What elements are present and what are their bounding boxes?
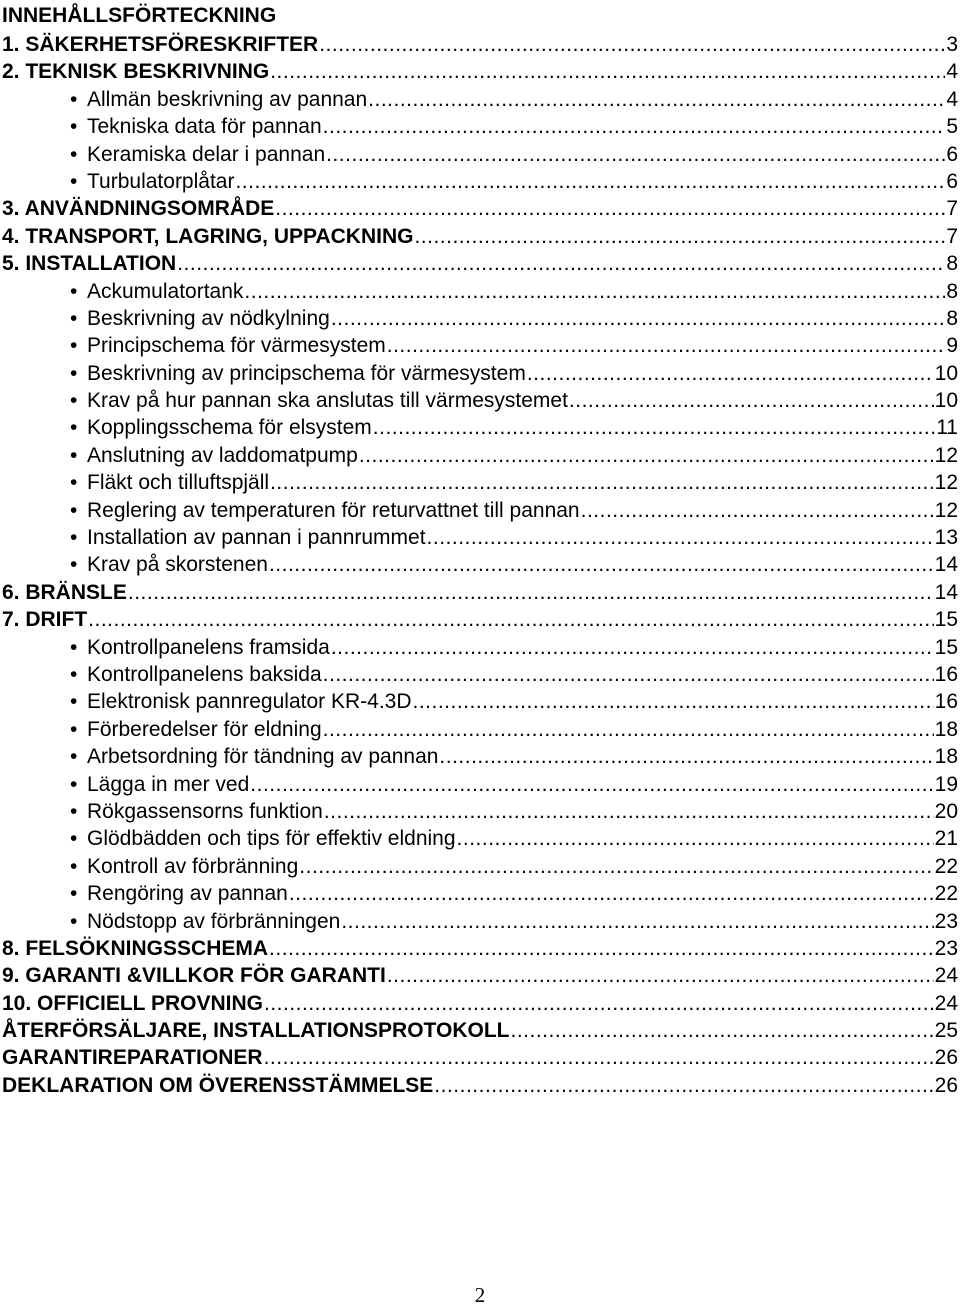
toc-page-ref: 18 — [934, 745, 958, 769]
toc-subsection-entry[interactable] — [0, 743, 958, 770]
toc-page-ref: 18 — [934, 717, 958, 741]
toc-page-ref: 6 — [946, 169, 958, 193]
toc-dot-leader — [387, 332, 946, 359]
toc-dot-leader — [331, 634, 934, 661]
toc-subsection-entry[interactable] — [0, 551, 958, 578]
toc-page-ref: 19 — [934, 772, 958, 796]
toc-entry-label: • Kontrollpanelens baksida — [87, 661, 322, 688]
toc-dot-leader — [177, 250, 945, 277]
toc-page-ref: 10 — [934, 361, 958, 385]
toc-subsection-entry[interactable] — [0, 634, 958, 661]
toc-page-ref: 25 — [934, 1019, 958, 1043]
toc-page-ref: 15 — [934, 608, 958, 632]
toc-dot-leader — [269, 935, 934, 962]
toc-page-ref: 22 — [934, 854, 958, 878]
toc-page-ref: 26 — [934, 1046, 958, 1070]
toc-entry-label: • Kontrollpanelens framsida — [87, 634, 330, 661]
toc-subsection-entry[interactable] — [0, 524, 958, 551]
toc-dot-leader — [269, 551, 934, 578]
toc-page-ref: 15 — [934, 635, 958, 659]
toc-entry-label: 10. OFFICIELL PROVNING — [2, 991, 263, 1015]
toc-page-ref: 8 — [946, 306, 958, 330]
toc-dot-leader — [414, 223, 945, 250]
toc-section-entry[interactable] — [0, 250, 958, 277]
toc-dot-leader — [275, 195, 945, 222]
toc-page-ref: 20 — [934, 799, 958, 823]
toc-subsection-entry[interactable] — [0, 853, 958, 880]
toc-page-ref: 21 — [934, 827, 958, 851]
toc-page-ref: 11 — [936, 416, 958, 440]
toc-subsection-entry[interactable] — [0, 661, 958, 688]
toc-entry-label: GARANTIREPARATIONER — [2, 1046, 263, 1070]
toc-dot-leader — [511, 1017, 934, 1044]
toc-dot-leader — [569, 387, 934, 414]
toc-page-ref: 7 — [946, 197, 958, 221]
toc-page-ref: 8 — [946, 279, 958, 303]
toc-dot-leader — [88, 606, 933, 633]
toc-subsection-entry[interactable] — [0, 86, 958, 113]
toc-page-ref: 7 — [946, 224, 958, 248]
toc-page-ref: 4 — [946, 60, 958, 84]
toc-entry-label: 9. GARANTI &VILLKOR FÖR GARANTI — [2, 964, 386, 988]
toc-subsection-entry[interactable] — [0, 798, 958, 825]
toc-entry-label: • Krav på hur pannan ska anslutas till värmesystemet — [87, 387, 568, 414]
toc-dot-leader — [244, 278, 945, 305]
toc-entry-label: • Kontroll av förbränning — [87, 853, 298, 880]
toc-page-ref: 13 — [934, 526, 958, 550]
toc-subsection-entry[interactable] — [0, 305, 958, 332]
toc-section-entry[interactable] — [0, 195, 958, 222]
toc-entry-label: DEKLARATION OM ÖVERENSSTÄMMELSE — [2, 1073, 434, 1097]
toc-dot-leader — [323, 661, 934, 688]
toc-entry-label: • Keramiska delar i pannan — [87, 141, 325, 168]
toc-dot-leader — [128, 579, 934, 606]
toc-page-ref: 12 — [934, 471, 958, 495]
toc-entry-label: ÅTERFÖRSÄLJARE, INSTALLATIONSPROTOKOLL — [2, 1019, 510, 1043]
toc-dot-leader — [427, 524, 934, 551]
toc-dot-leader — [323, 113, 946, 140]
toc-page-ref: 4 — [946, 87, 958, 111]
toc-subsection-entry[interactable] — [0, 387, 958, 414]
toc-dot-leader — [359, 442, 934, 469]
toc-dot-leader — [264, 1044, 934, 1071]
toc-entry-label: 3. ANVÄNDNINGSOMRÅDE — [2, 197, 275, 221]
toc-section-entry[interactable] — [0, 58, 958, 85]
toc-subsection-entry[interactable] — [0, 688, 958, 715]
toc-entry-label: • Beskrivning av nödkylning — [87, 305, 330, 332]
toc-entry-label: • Beskrivning av principschema för värmesystem — [87, 360, 526, 387]
toc-dot-leader — [270, 58, 945, 85]
toc-entry-label: • Rengöring av pannan — [87, 880, 288, 907]
toc-entry-label: • Turbulatorplåtar — [87, 168, 234, 195]
toc-section-entry[interactable] — [0, 223, 958, 250]
toc-subsection-entry[interactable] — [0, 825, 958, 852]
toc-page-ref: 8 — [946, 252, 958, 276]
toc-section-entry[interactable] — [0, 1017, 958, 1044]
toc-dot-leader — [331, 305, 946, 332]
toc-entry-label: • Nödstopp av förbränningen — [87, 908, 340, 935]
toc-entry-label: • Anslutning av laddomatpump — [87, 442, 358, 469]
toc-dot-leader — [319, 31, 945, 58]
toc-dot-leader — [439, 743, 933, 770]
toc-dot-leader — [434, 1072, 933, 1099]
toc-dot-leader — [581, 497, 934, 524]
toc-page-ref: 14 — [934, 553, 958, 577]
toc-entry-label: • Lägga in mer ved — [87, 771, 249, 798]
toc-section-entry[interactable] — [0, 1072, 958, 1099]
toc-page-ref: 24 — [934, 991, 958, 1015]
toc-page-ref: 24 — [934, 964, 958, 988]
toc-page-ref: 22 — [934, 882, 958, 906]
toc-dot-leader — [368, 86, 945, 113]
toc-subsection-entry[interactable] — [0, 442, 958, 469]
toc-page-ref: 26 — [934, 1073, 958, 1097]
toc-entry-label: • Fläkt och tilluftspjäll — [87, 469, 269, 496]
toc-entry-label: • Principschema för värmesystem — [87, 332, 386, 359]
toc-dot-leader — [264, 990, 934, 1017]
toc-entry-label: 7. DRIFT — [2, 608, 88, 632]
toc-dot-leader — [299, 853, 933, 880]
toc-section-entry[interactable] — [0, 962, 958, 989]
toc-page-ref: 23 — [934, 936, 958, 960]
toc-entry-label: 1. SÄKERHETSFÖRESKRIFTER — [2, 33, 319, 56]
toc-entry-label: • Reglering av temperaturen för returvattnet till pannan — [87, 497, 580, 524]
toc-section-entry[interactable] — [0, 31, 958, 58]
toc-entry-label: 8. FELSÖKNINGSSCHEMA — [2, 936, 269, 960]
toc-page-ref: 10 — [934, 389, 958, 413]
toc-page-ref: 12 — [934, 443, 958, 467]
toc-page-ref: 14 — [934, 580, 958, 604]
page-number: 2 — [474, 1283, 486, 1307]
toc-subsection-entry[interactable] — [0, 113, 958, 140]
toc-page-ref: 9 — [946, 334, 958, 358]
toc-entry-label: • Förberedelser för eldning — [87, 716, 322, 743]
toc-entry-label: • Allmän beskrivning av pannan — [87, 86, 367, 113]
toc-entry-label: 4. TRANSPORT, LAGRING, UPPACKNING — [2, 224, 414, 248]
toc-page-ref: 5 — [946, 115, 958, 139]
toc-page-ref: 12 — [934, 498, 958, 522]
toc-dot-leader — [387, 962, 934, 989]
toc-subsection-entry[interactable] — [0, 469, 958, 496]
toc-entry-label: • Rökgassensorns funktion — [87, 798, 323, 825]
toc-entry-label: • Elektronisk pannregulator KR-4.3D — [87, 688, 412, 715]
toc-page-ref: 16 — [934, 662, 958, 686]
toc-entry-label: • Glödbädden och tips för effektiv eldning — [87, 825, 456, 852]
toc-dot-leader — [324, 798, 934, 825]
toc-dot-leader — [250, 771, 933, 798]
toc-dot-leader — [326, 141, 945, 168]
toc-list — [0, 31, 960, 1099]
toc-entry-label: 2. TEKNISK BESKRIVNING — [2, 60, 270, 84]
toc-page-ref: 3 — [946, 33, 958, 56]
toc-page-ref: 23 — [934, 909, 958, 933]
toc-subsection-entry[interactable] — [0, 168, 958, 195]
toc-section-entry[interactable] — [0, 1044, 958, 1071]
toc-entry-label: • Krav på skorstenen — [87, 551, 268, 578]
toc-page-ref: 16 — [934, 690, 958, 714]
toc-subsection-entry[interactable] — [0, 414, 958, 441]
toc-entry-label: • Tekniska data för pannan — [87, 113, 322, 140]
toc-entry-label: • Ackumulatortank — [87, 278, 243, 305]
toc-dot-leader — [527, 360, 934, 387]
toc-dot-leader — [323, 716, 934, 743]
toc-dot-leader — [341, 908, 933, 935]
toc-subsection-entry[interactable] — [0, 716, 958, 743]
toc-subsection-entry[interactable] — [0, 360, 958, 387]
toc-dot-leader — [373, 414, 935, 441]
toc-subsection-entry[interactable] — [0, 497, 958, 524]
toc-entry-label: • Installation av pannan i pannrummet — [87, 524, 426, 551]
toc-section-entry[interactable] — [0, 606, 958, 633]
toc-section-entry[interactable] — [0, 579, 958, 606]
toc-dot-leader — [235, 168, 945, 195]
toc-subsection-entry[interactable] — [0, 771, 958, 798]
toc-dot-leader — [457, 825, 934, 852]
toc-section-entry[interactable] — [0, 935, 958, 962]
toc-entry-label: • Arbetsordning för tändning av pannan — [87, 743, 438, 770]
toc-entry-label: 6. BRÄNSLE — [2, 580, 127, 604]
toc-dot-leader — [270, 469, 934, 496]
toc-subsection-entry[interactable] — [0, 880, 958, 907]
toc-entry-label: • Kopplingsschema för elsystem — [87, 414, 372, 441]
toc-section-entry[interactable] — [0, 990, 958, 1017]
toc-entry-label: 5. INSTALLATION — [2, 252, 177, 276]
toc-subsection-entry[interactable] — [0, 332, 958, 359]
toc-page-ref: 6 — [946, 142, 958, 166]
toc-subsection-entry[interactable] — [0, 278, 958, 305]
toc-subsection-entry[interactable] — [0, 908, 958, 935]
toc-subsection-entry[interactable] — [0, 141, 958, 168]
toc-dot-leader — [413, 688, 934, 715]
toc-title: INNEHÅLLSFÖRTECKNING — [2, 4, 277, 27]
toc-dot-leader — [289, 880, 934, 907]
